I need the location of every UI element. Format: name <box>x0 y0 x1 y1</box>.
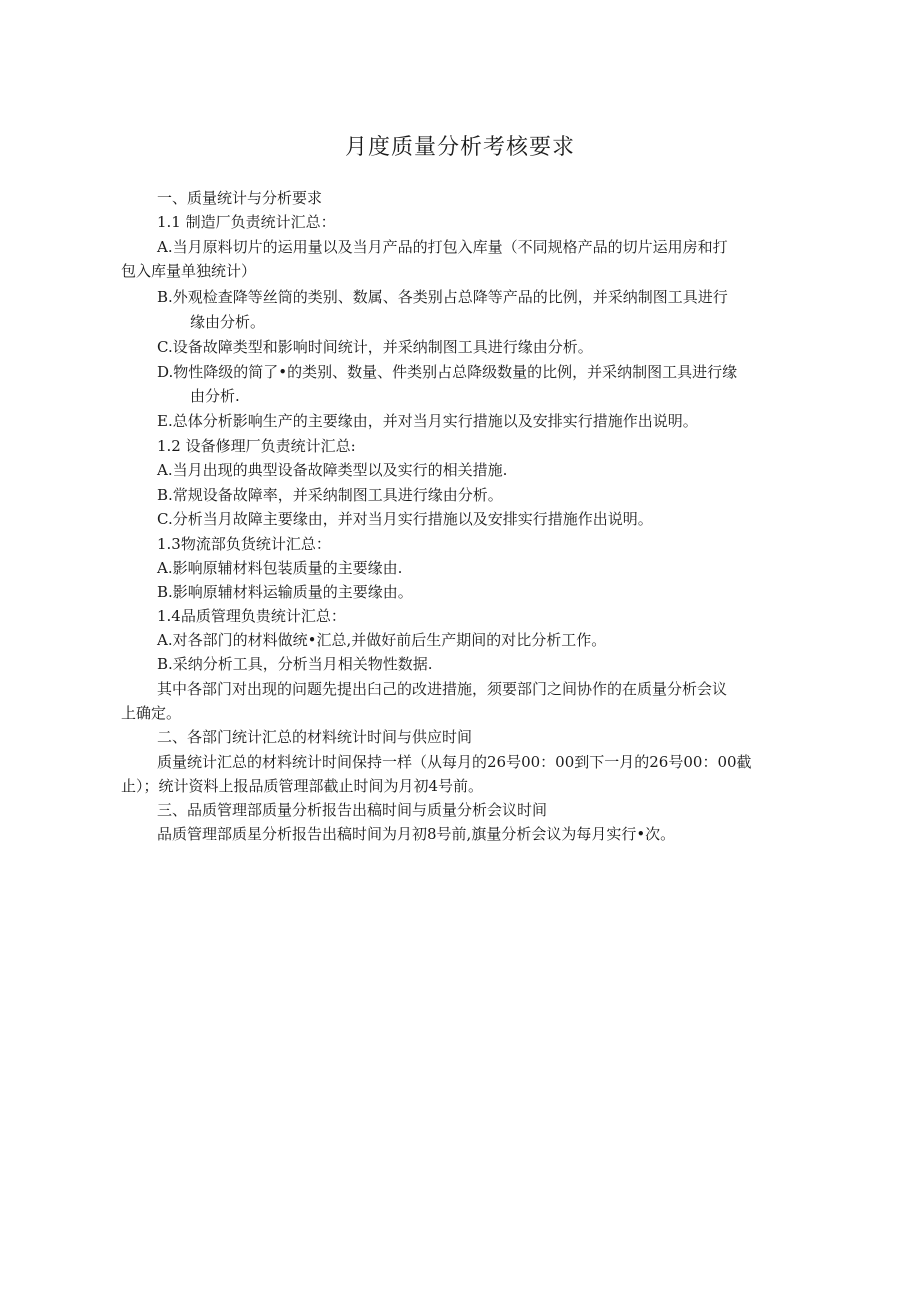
sub1-item-d-line1: D.物性降级的简了•的类别、数量、件类别占总降级数量的比例，并采纳制图工具进行缘 <box>157 363 738 381</box>
sub4-heading: 1.4品质管理负贵统计汇总： <box>157 607 346 625</box>
sub4-item-b: B.采纳分析工具，分析当月相关物性数据. <box>157 655 433 673</box>
section1-note-line1: 其中各部门对出现的问题先提出臼己的改进措施，须要部门之间协作的在质量分析会议 <box>157 680 728 698</box>
section2-heading: 二、各部门统计汇总的材料统计时间与供应时间 <box>157 728 473 746</box>
sub3-item-b: B.影响原辅材料运输质量的主要缘由。 <box>157 583 413 601</box>
section3-body: 品质管理部质星分析报告出稿时间为月初8号前,旗量分析会议为每月实行•次。 <box>157 825 676 843</box>
sub1-item-a-line1: A.当月原料切片的运用量以及当月产品的打包入库量（不同规格产品的切片运用房和打 <box>157 238 728 256</box>
sub3-heading: 1.3物流部负货统计汇总： <box>157 535 331 553</box>
sub1-item-c: C.设备故障类型和影响时间统计，并采纳制图工具进行缘由分析。 <box>157 338 593 356</box>
sub1-heading: 1.1 制造厂负责统计汇总： <box>157 213 336 231</box>
section1-note-line2: 上确定。 <box>121 704 182 722</box>
sub2-item-a: A.当月出现的典型设备故障类型以及实行的相关措施. <box>157 461 508 479</box>
sub1-item-b-line1: B.外观检查降等丝筒的类别、数属、各类别占总降等产品的比例，并采纳制图工具进行 <box>157 288 728 306</box>
sub1-item-d-line2: 由分析. <box>190 387 240 405</box>
sub3-item-a: A.影响原辅材料包装质量的主要缘由. <box>157 559 403 577</box>
sub1-item-a-line2: 包入库量单独统计） <box>121 262 257 280</box>
section2-body-line2: 止）；统计资料上报品质管理部截止时间为月初4号前。 <box>121 777 484 795</box>
sub1-item-e: E.总体分析影响生产的主要缘由，并对当月实行措施以及安排实行措施作出说明。 <box>157 412 698 430</box>
section1-heading: 一、质量统计与分析要求 <box>157 189 323 207</box>
document-title: 月度质量分析考核要求 <box>344 135 575 160</box>
sub2-item-b: B.常规设备故障率，并采纳制图工具进行缘由分析。 <box>157 486 503 504</box>
sub2-item-c: C.分析当月故障主要缘由，并对当月实行措施以及安排实行措施作出说明。 <box>157 510 653 528</box>
sub4-item-a: A.对各部门的材料做统•汇总,并做好前后生产期间的对比分析工作。 <box>157 631 607 649</box>
section3-heading: 三、品质管理部质量分析报告出稿时间与质量分析会议时间 <box>157 801 548 819</box>
section2-body-line1: 质量统计汇总的材料统计时间保持一样（从每月的26号00：00到下一月的26号00：00截 <box>157 753 752 771</box>
sub2-heading: 1.2 设备修理厂负责统计汇总: <box>157 437 356 455</box>
sub1-item-b-line2: 缘由分析。 <box>190 313 266 331</box>
